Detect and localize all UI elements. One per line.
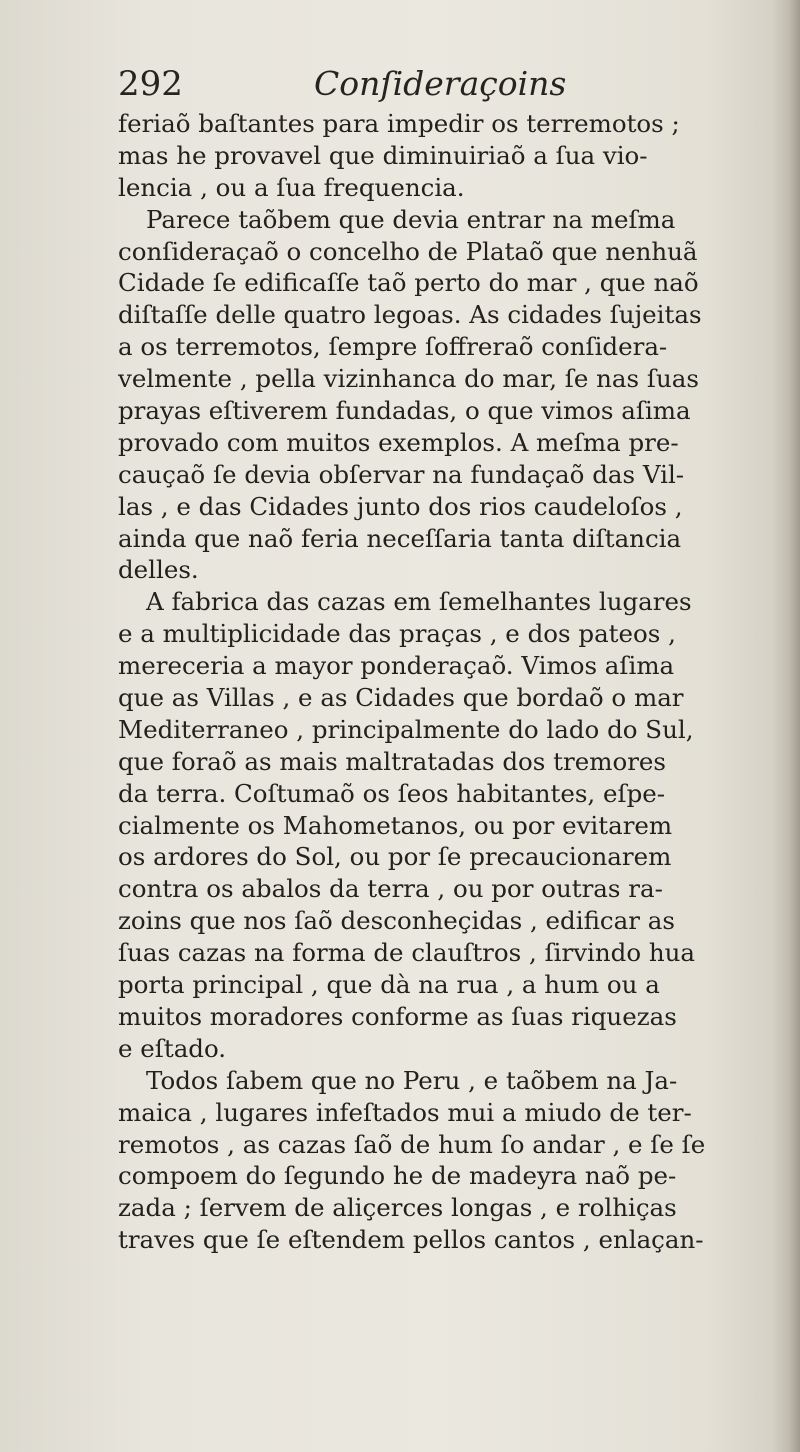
text-line: que as Villas , e as Cidades que bordaõ o mar [118, 683, 684, 713]
text-line: prayas eſtiverem fundadas, o que vimos aſima [118, 396, 691, 426]
text-line: zoins que nos ſaõ desconheçidas , edificar as [118, 906, 675, 936]
text-line: provado com muitos exemplos. A meſma pre- [118, 427, 679, 457]
text-line: diſtaſſe delle quatro legoas. As cidades ſujeitas [118, 300, 702, 330]
text-line: Mediterraneo , principalmente do lado do Sul, [118, 714, 694, 744]
body-text [118, 108, 738, 1256]
running-title: Conſideraçoins [314, 64, 567, 103]
text-line: remotos , as cazas ſaõ de hum ſo andar , e ſe ſe [118, 1129, 706, 1159]
text-line: os ardores do Sol, ou por ſe precaucionarem [118, 842, 672, 872]
text-line: lencia , ou a ſua frequencia. [118, 172, 465, 202]
text-line: e eſtado. [118, 1033, 227, 1063]
text-line: maica , lugares infeſtados mui a miudo de ter- [118, 1097, 692, 1127]
text-line: zada ; ſervem de aliçerces longas , e rolhiças [118, 1193, 677, 1223]
text-line: delles. [118, 555, 199, 585]
text-line: mereceria a mayor ponderaçaõ. Vimos aſima [118, 651, 675, 681]
text-line: conſideraçaõ o concelho de Plataõ que nenhuã [118, 236, 698, 266]
text-line: muitos moradores conforme as ſuas riquezas [118, 1001, 677, 1031]
text-line: Parece taõbem que devia entrar na meſma [146, 204, 676, 234]
text-line: porta principal , que dà na rua , a hum ou a [118, 970, 660, 1000]
text-line: a os terremotos, ſempre ſoffreraõ conſidera- [118, 332, 668, 362]
text-line: da terra. Coſtumaõ os ſeos habitantes, eſpe- [118, 778, 666, 808]
text-line: cauçaõ ſe devia obſervar na fundaçaõ das Vil- [118, 459, 685, 489]
text-line: ſuas cazas na forma de clauſtros , ſirvindo hua [118, 938, 696, 968]
text-line: velmente , pella vizinhanca do mar, ſe nas ſuas [118, 364, 699, 394]
text-line: las , e das Cidades junto dos rios caudeloſos , [118, 491, 683, 521]
page-edge-shadow [772, 0, 800, 1452]
text-line: mas he provavel que diminuiriaõ a ſua vio- [118, 140, 648, 170]
text-line: compoem do ſegundo he de madeyra naõ pe- [118, 1161, 677, 1191]
text-line: Todos ſabem que no Peru , e taõbem na Ja- [146, 1065, 678, 1095]
text-line: A fabrica das cazas em ſemelhantes lugares [146, 587, 692, 617]
text-line: feriaõ baſtantes para impedir os terremotos ; [118, 109, 680, 138]
text-line: contra os abalos da terra , ou por outras ra- [118, 874, 663, 904]
text-line: Cidade ſe edificaſſe taõ perto do mar , que naõ [118, 268, 699, 298]
text-line: cialmente os Mahometanos, ou por evitarem [118, 810, 673, 840]
page-header [118, 64, 718, 104]
text-line: que foraõ as mais maltratadas dos tremores [118, 746, 666, 776]
text-line: traves que ſe eſtendem pellos cantos , enlaçan- [118, 1225, 704, 1255]
text-line: e a multiplicidade das praças , e dos pateos , [118, 619, 676, 649]
page-number: 292 [118, 64, 183, 104]
text-line: ainda que naõ feria neceſſaria tanta diſtancia [118, 523, 682, 553]
